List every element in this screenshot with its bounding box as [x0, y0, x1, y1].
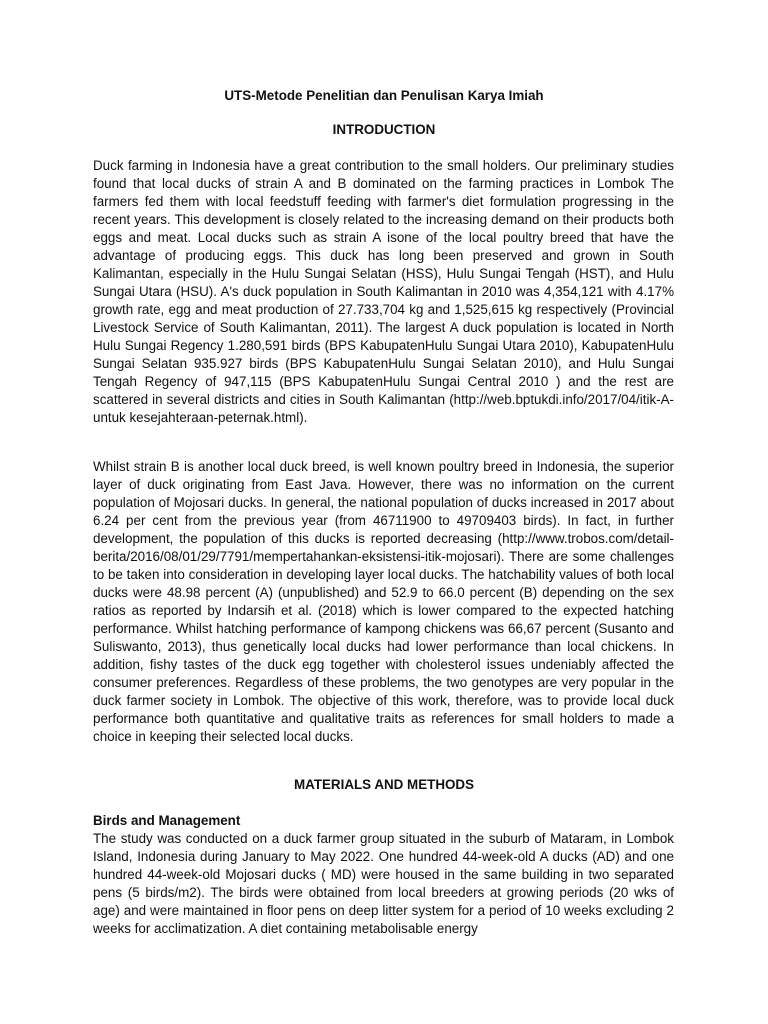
document-title: UTS-Metode Penelitian dan Penulisan Karya Imiah [224, 88, 544, 103]
intro-paragraph-2: Whilst strain B is another local duck breed, is well known poultry breed in Indonesia, the superior layer of duck originating from East Java. However, there was no information on the current population of Mojosari ducks. In general, the national population of ducks increased in 2017 about 6.24 per cent from the previous year (from 46711900 to 49709403 birds). In fact, in further development, the population of this ducks is reported decreasing (http://www.trobos.com/detail-berita/2016/08/01/29/7791/mempertahankan-eksistensi-itik-mojosari). There are some challenges to be taken into consideration in developing layer local ducks. The hatchability values of both local ducks were 48.98 percent (A) (unpublished) and 52.9 to 66.0 percent (B) depending on the sex ratios as reported by Indarsih et al. (2018) which is lower compared to the expected hatching performance. Whilst hatching performance of kampong chickens was 66,67 percent (Susanto and Suliswanto, 2013), thus genetically local ducks had lower performance than local chickens. In addition, fishy tastes of the duck egg together with cholesterol issues undeniably affected the consumer preferences. Regardless of these problems, the two genotypes are very popular in the duck farmer society in Lombok. The objective of this work, therefore, was to provide local duck performance both quantitative and qualitative traits as references for small holders to made a choice in keeping their selected local ducks. [93, 459, 674, 744]
introduction-heading: INTRODUCTION [332, 122, 436, 137]
birds-management-paragraph: The study was conducted on a duck farmer group situated in the suburb of Mataram, in Lombok Island, Indonesia during January to May 2022. One hundred 44-week-old A ducks (AD) and one hundred 44-week-old Mojosari ducks ( MD) were housed in the same building in two separated pens (5 birds/m2). The birds were obtained from local breeders at growing periods (20 wks of age) and were maintained in floor pens on deep litter system for a period of 10 weeks excluding 2 weeks for acclimatization. A diet containing metabolisable energy [93, 831, 674, 936]
birds-management-heading: Birds and Management [93, 813, 241, 828]
intro-paragraph-1: Duck farming in Indonesia have a great contribution to the small holders. Our preliminary studies found that local ducks of strain A and B dominated on the farming practices in Lombok The farmers fed them with local feedstuff feeding with farmer's diet formulation progressing in the recent years. This development is closely related to the increasing demand on their products both eggs and meat. Local ducks such as strain A isone of the local poultry breed that have the advantage of producing eggs. This duck has long been preserved and grown in South Kalimantan, especially in the Hulu Sungai Selatan (HSS), Hulu Sungai Tengah (HST), and Hulu Sungai Utara (HSU). A's duck population in South Kalimantan in 2010 was 4,354,121 with 4.17% growth rate, egg and meat production of 27.733,704 kg and 1,525,615 kg respectively (Provincial Livestock Service of South Kalimantan, 2011). The largest A duck population is located in North Hulu Sungai Regency 1.280,591 birds (BPS KabupatenHulu Sungai Utara 2010), KabupatenHulu Sungai Selatan 935.927 birds (BPS KabupatenHulu Sungai Selatan 2010), and Hulu Sungai Tengah Regency of 947,115 (BPS KabupatenHulu Sungai Central 2010 ) and the rest are scattered in several districts and cities in South Kalimantan (http://web.bptukdi.info/2017/04/itik-A-untuk kesejahteraan-peternak.html). [93, 158, 674, 425]
materials-methods-heading: MATERIALS AND METHODS [293, 777, 475, 792]
